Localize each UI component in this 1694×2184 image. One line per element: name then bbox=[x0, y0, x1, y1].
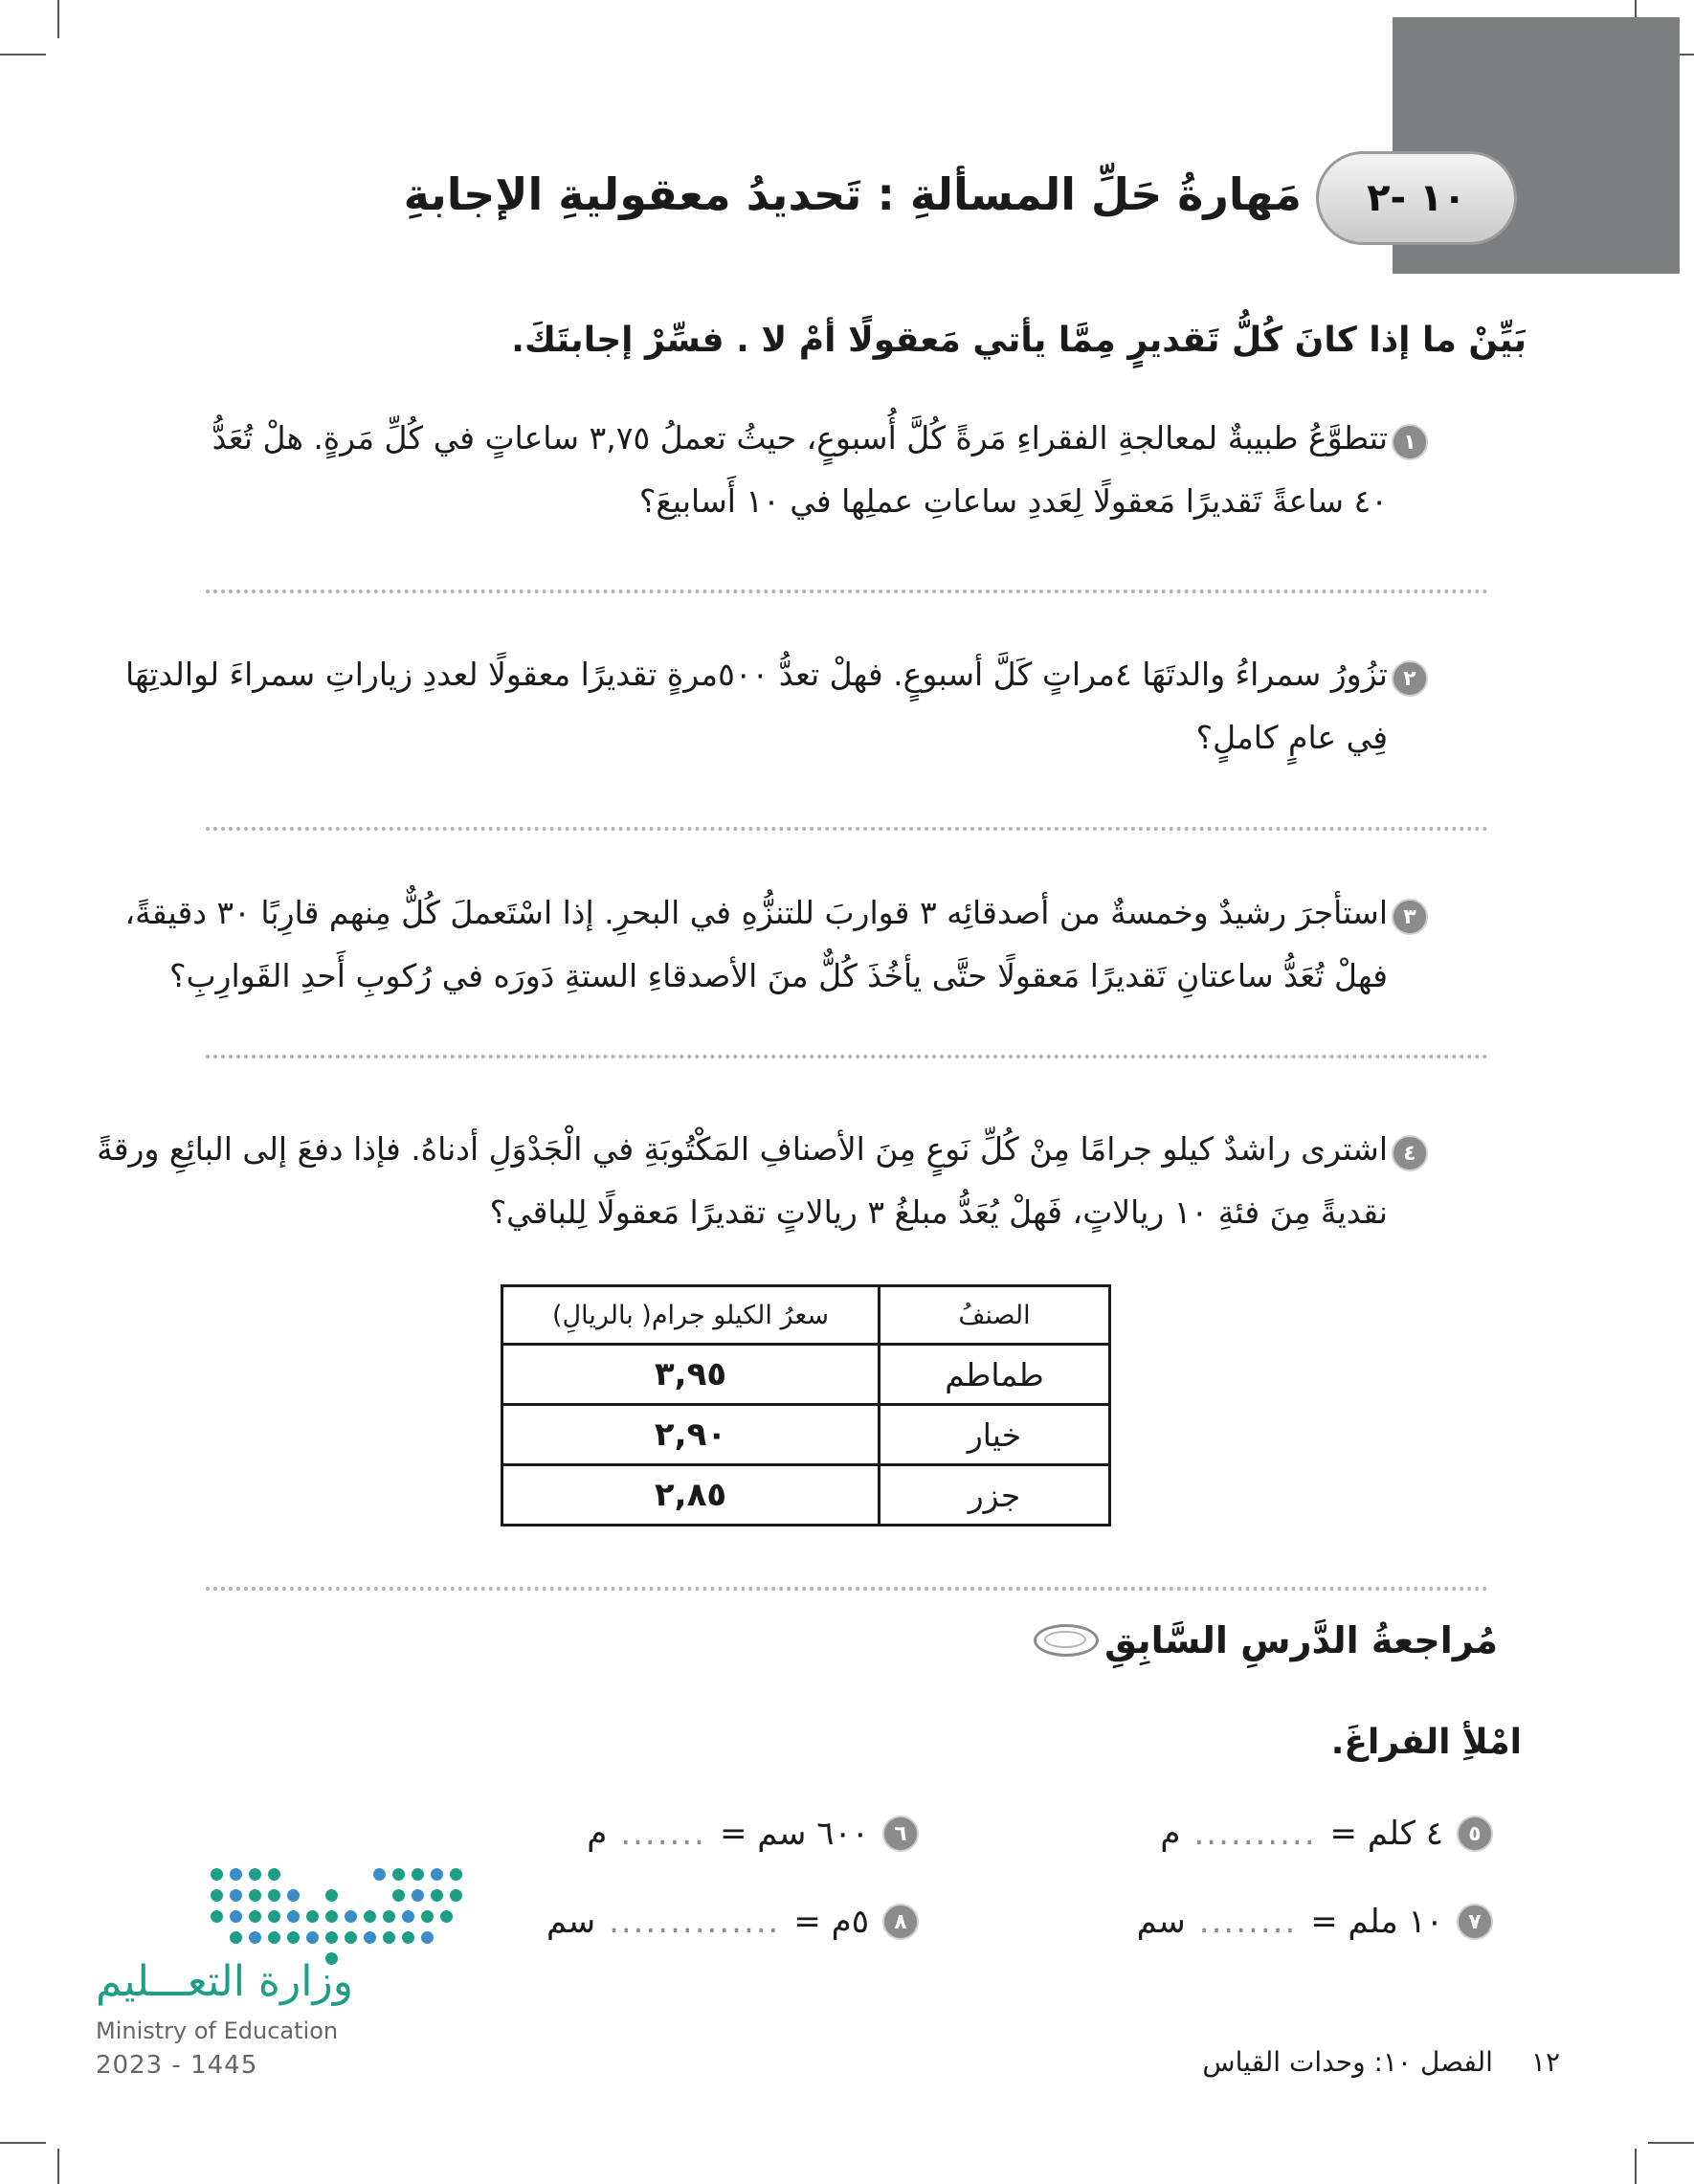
exercise-number-badge: ٨ bbox=[882, 1904, 919, 1940]
lesson-number-badge bbox=[1316, 151, 1517, 245]
logo-dot bbox=[450, 1889, 462, 1902]
logo-dot bbox=[230, 1931, 242, 1944]
logo-dot bbox=[383, 1910, 395, 1923]
answer-dotted-line bbox=[206, 1055, 1488, 1059]
chapter-title: الفصل ١٠: وحدات القياس bbox=[1202, 2046, 1493, 2078]
answer-dotted-line bbox=[206, 590, 1488, 593]
logo-dot bbox=[373, 1868, 386, 1881]
question-line: فِي عامٍ كاملٍ؟ bbox=[1195, 719, 1388, 756]
question-number-badge: ٢ bbox=[1392, 660, 1428, 697]
question-line: ٤٠ ساعةً تَقديرًا مَعقولًا لِعَددِ ساعاتِ عملِها في ١٠ أَسابيعَ؟ bbox=[638, 482, 1388, 520]
logo-dot bbox=[306, 1910, 319, 1923]
review-title: مُراجعةُ الدَّرسِ السَّابِقِ bbox=[1104, 1619, 1498, 1661]
table-header-row bbox=[502, 1286, 1110, 1345]
exercise-expression: ٦٠٠ سم = bbox=[719, 1815, 869, 1853]
question-4 bbox=[97, 1118, 1388, 1244]
ministry-name-arabic: وزارة التعـــليم bbox=[96, 1957, 353, 2006]
exercise-blank: ........ bbox=[1198, 1903, 1298, 1941]
logo-dot bbox=[211, 1910, 223, 1923]
table-cell-price: ٢,٨٥ bbox=[502, 1465, 880, 1526]
exercise-blank: ....... bbox=[620, 1815, 706, 1853]
exercise-7 bbox=[1137, 1903, 1493, 1941]
logo-dot bbox=[249, 1910, 261, 1923]
exercise-expression: ٤ كلم = bbox=[1329, 1815, 1443, 1853]
question-line: فهلْ تُعَدُّ ساعتانِ تَقديرًا مَعقولًا حتَّى يأخُذَ كُلٌّ منَ الأصدقاءِ الستةِ دَورَه في رُكوبِ أَحدِ القَوارِبِ؟ bbox=[168, 957, 1388, 994]
logo-dot bbox=[249, 1889, 261, 1902]
crop-mark bbox=[1648, 2142, 1694, 2144]
table-header-price: سعرُ الكيلو جرام( بالريالِ) bbox=[502, 1286, 880, 1345]
logo-dot bbox=[431, 1889, 443, 1902]
question-line: نقديةً مِنَ فئةِ ١٠ ريالاتٍ، فَهلْ يُعَدُّ مبلغُ ٣ ريالاتٍ تقديرًا مَعقولًا لِلباقي؟ bbox=[489, 1193, 1388, 1231]
table-header-item: الصنفُ bbox=[880, 1286, 1110, 1345]
table-cell-price: ٣,٩٥ bbox=[502, 1345, 880, 1405]
table-cell-item: طماطم bbox=[880, 1345, 1110, 1405]
review-heading bbox=[1034, 1619, 1498, 1661]
logo-dot bbox=[230, 1868, 242, 1881]
lesson-number: ١٠ -٢ bbox=[1367, 176, 1466, 220]
fill-blank-title: امْلأِ الفراغَ. bbox=[1330, 1723, 1522, 1762]
logo-dot bbox=[364, 1910, 376, 1923]
logo-dot bbox=[287, 1931, 300, 1944]
logo-dot bbox=[287, 1910, 300, 1923]
question-line: تزُورُ سمراءُ والدتَهَا ٤مراتٍ كَلَّ أسبوعٍ. فهلْ تعدُّ ٥٠٠مرةٍ تقديرًا معقولًا لعددِ زياراتِ سمراءَ لوالدتِهَا bbox=[125, 656, 1388, 693]
logo-dot bbox=[431, 1868, 443, 1881]
logo-dot bbox=[268, 1889, 280, 1902]
logo-dot bbox=[325, 1931, 338, 1944]
logo-dot bbox=[450, 1868, 462, 1881]
logo-dot bbox=[402, 1931, 414, 1944]
table-cell-price: ٢,٩٠ bbox=[502, 1405, 880, 1465]
logo-dot bbox=[211, 1868, 223, 1881]
logo-dot bbox=[287, 1889, 300, 1902]
logo-dot bbox=[268, 1868, 280, 1881]
exercise-blank: .............. bbox=[609, 1903, 781, 1941]
question-number-badge: ٤ bbox=[1392, 1135, 1428, 1171]
swirl-icon bbox=[1034, 1624, 1099, 1657]
exercise-unit: م bbox=[587, 1815, 608, 1853]
logo-dot bbox=[421, 1910, 434, 1923]
logo-dot bbox=[402, 1910, 414, 1923]
table-row bbox=[502, 1345, 1110, 1405]
crop-mark bbox=[0, 2142, 46, 2144]
logo-dot bbox=[392, 1868, 405, 1881]
logo-dot bbox=[230, 1889, 242, 1902]
logo-dot bbox=[345, 1931, 357, 1944]
question-2 bbox=[125, 643, 1388, 769]
exercise-number-badge: ٧ bbox=[1457, 1904, 1493, 1940]
table-row bbox=[502, 1465, 1110, 1526]
logo-dot bbox=[412, 1868, 424, 1881]
academic-year: 2023 - 1445 bbox=[96, 2051, 258, 2080]
logo-dot bbox=[392, 1889, 405, 1902]
logo-dot bbox=[325, 1889, 338, 1902]
question-line: اشترى راشدٌ كيلو جرامًا مِنْ كُلِّ نَوعٍ مِنَ الأصنافِ المَكْتُوبَةِ في الْجَدْوَلِ أدناهُ. فإذا دفعَ إلى البائِعِ ورقةً bbox=[97, 1130, 1388, 1168]
lesson-title: مَهارةُ حَلِّ المسألةِ : تَحديدُ معقوليةِ الإجابةِ bbox=[403, 168, 1302, 220]
logo-dot bbox=[345, 1910, 357, 1923]
page-footer bbox=[1202, 2046, 1560, 2078]
table-row bbox=[502, 1405, 1110, 1465]
logo-dot bbox=[440, 1910, 453, 1923]
exercise-expression: ١٠ ملم = bbox=[1310, 1903, 1443, 1941]
price-table bbox=[501, 1284, 1111, 1527]
logo-dot bbox=[325, 1910, 338, 1923]
instruction-text: بَيِّنْ ما إذا كانَ كُلُّ تَقديرٍ مِمَّا يأتي مَعقولًا أمْ لا . فسِّرْ إجابتَكَ. bbox=[511, 321, 1527, 360]
question-line: استأجرَ رشيدٌ وخمسةٌ من أصدقائِه ٣ قواربَ للتنزُّهِ في البحرِ. إذا اسْتَعملَ كُلٌّ مِنهم قارِبًا ٣٠ دقيقةً، bbox=[124, 894, 1388, 931]
logo-dot bbox=[211, 1889, 223, 1902]
exercise-number-badge: ٥ bbox=[1457, 1816, 1493, 1852]
exercise-unit: سم bbox=[1136, 1903, 1186, 1941]
crop-mark bbox=[57, 2149, 59, 2184]
question-3 bbox=[124, 881, 1388, 1008]
exercise-unit: م bbox=[1160, 1815, 1181, 1853]
question-line: تتطوَّعُ طبيبةٌ لمعالجةِ الفقراءِ مَرةً كُلَّ أُسبوعٍ، حيثُ تعملُ ٣,٧٥ ساعاتٍ في كُلِّ مَرةٍ. هلْ تُعَدُّ bbox=[212, 419, 1388, 457]
exercise-blank: .......... bbox=[1193, 1815, 1317, 1853]
logo-dot bbox=[383, 1931, 395, 1944]
logo-dot bbox=[268, 1910, 280, 1923]
crop-mark bbox=[57, 0, 59, 38]
table-cell-item: جزر bbox=[880, 1465, 1110, 1526]
answer-dotted-line bbox=[206, 1587, 1488, 1591]
question-number-badge: ١ bbox=[1392, 424, 1428, 460]
table-cell-item: خيار bbox=[880, 1405, 1110, 1465]
question-number-badge: ٣ bbox=[1392, 899, 1428, 935]
crop-mark bbox=[1635, 2149, 1637, 2184]
exercise-8 bbox=[546, 1903, 919, 1941]
answer-dotted-line bbox=[206, 827, 1488, 831]
logo-dot bbox=[268, 1931, 280, 1944]
ministry-name-english: Ministry of Education bbox=[96, 2017, 339, 2044]
question-1 bbox=[212, 407, 1388, 533]
logo-dot bbox=[412, 1889, 424, 1902]
logo-dot bbox=[249, 1868, 261, 1881]
logo-dot bbox=[249, 1931, 261, 1944]
exercise-6 bbox=[587, 1815, 919, 1853]
exercise-number-badge: ٦ bbox=[882, 1816, 919, 1852]
crop-mark bbox=[0, 54, 46, 56]
logo-dot bbox=[421, 1931, 434, 1944]
logo-dot bbox=[230, 1910, 242, 1923]
exercise-5 bbox=[1160, 1815, 1493, 1853]
exercise-expression: ٥م = bbox=[793, 1903, 869, 1941]
logo-dot bbox=[306, 1931, 319, 1944]
page-number: ١٢ bbox=[1530, 2046, 1560, 2078]
exercise-unit: سم bbox=[546, 1903, 596, 1941]
logo-dot bbox=[364, 1931, 376, 1944]
